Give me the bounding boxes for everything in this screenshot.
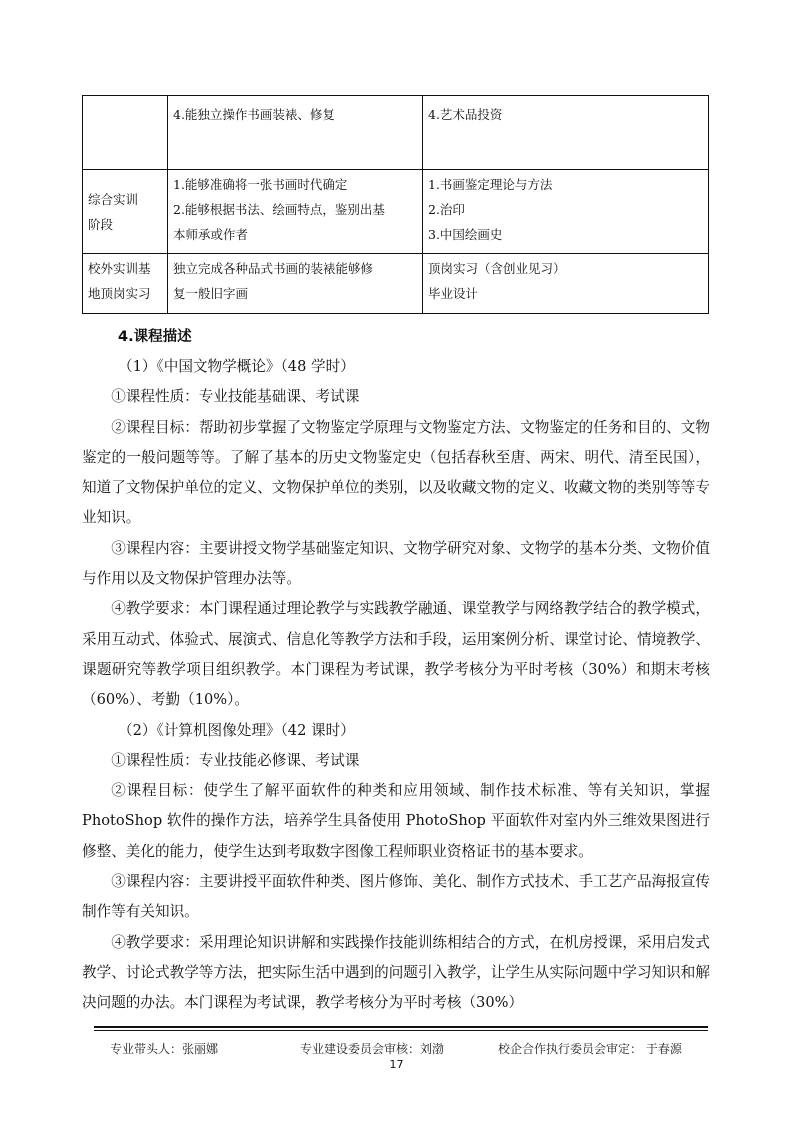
- course-objective: ②课程目标：帮助初步掌握了文物鉴定学原理与文物鉴定方法、文物鉴定的任务和目的、文物鉴定的一般问题等等。了解了基本的历史文物鉴定史（包括春秋至唐、两宋、明代、清至民国），知道了文物保护单位的定义、文物保护单位的类别，以及收藏文物的定义、收藏文物的类别等等专业知识。: [82, 418, 710, 527]
- cell-line: 1.书画鉴定理论与方法: [428, 177, 553, 192]
- footer-committee: 专业建设委员会审核：刘渤: [300, 1042, 445, 1056]
- table-row: [83, 254, 709, 314]
- cell-line: 1.能够准确将一张书画时代确定: [173, 177, 348, 192]
- cell-line: 地顶岗实习: [88, 286, 151, 301]
- footer-divider: [94, 1026, 708, 1028]
- cell-line: 顶岗实习（含创业见习）: [428, 261, 566, 276]
- skills-cell: [168, 170, 423, 254]
- course-requirement: ④教学要求：本门课程通过理论教学与实践教学融通、课堂教学与网络教学结合的教学模式，采用互动式、体验式、展演式、信息化等教学方法和手段，运用案例分析、课堂讨论、情境教学、课题研究等教学项目组织教学。本门课程为考试课，教学考核分为平时考核（30%）和期末考核（60%）、考勤（10%）。: [82, 600, 710, 709]
- training-plan-table: [82, 95, 709, 314]
- course-content: ③课程内容：主要讲授平面软件种类、图片修饰、美化、制作方式技术、手工艺产品海报宣传制作等有关知识。: [82, 873, 710, 921]
- course-nature: ①课程性质：专业技能基础课、考试课: [111, 388, 360, 406]
- section-heading: 4.课程描述: [118, 329, 192, 345]
- courses-cell: [423, 170, 709, 254]
- footer-divider: [94, 1030, 708, 1031]
- cell-line: 综合实训: [88, 191, 139, 207]
- cell-line: 复一般旧字画: [173, 286, 249, 301]
- course-title: （2）《计算机图像处理》（42 课时）: [118, 721, 355, 739]
- skills-cell: [168, 96, 423, 170]
- table-row: [83, 96, 709, 170]
- cell-line: 3.中国绘画史: [428, 227, 503, 242]
- course-requirement: ④教学要求：采用理论知识讲解和实践操作技能训练相结合的方式，在机房授课，采用启发式教学、讨论式教学等方法，把实际生活中遇到的问题引入教学，让学生从实际问题中学习知识和解决问题的办法。本门课程为考试课，教学考核分为平时考核（30%）: [82, 933, 710, 1012]
- courses-cell: [423, 96, 709, 170]
- cell-line: 2.治印: [428, 202, 465, 217]
- cell-line: 校外实训基: [88, 261, 151, 276]
- skills-cell: [168, 254, 423, 314]
- cell-line: 阶段: [88, 216, 114, 232]
- stage-cell: [83, 170, 168, 254]
- stage-cell: [83, 254, 168, 314]
- table-row: [83, 170, 709, 254]
- cell-line: 4.能独立操作书画装裱、修复: [173, 107, 335, 122]
- stage-cell: [83, 96, 168, 170]
- page-number: 17: [389, 1058, 404, 1071]
- course-title: （1）《中国文物学概论》（48 学时）: [118, 358, 355, 375]
- course-nature: ①课程性质：专业技能必修课、考试课: [111, 751, 360, 769]
- course-description: [82, 322, 710, 1019]
- cell-line: 独立完成各种品式书画的装裱能够修: [173, 261, 374, 276]
- course-objective: ②课程目标：使学生了解平面软件的种类和应用领域、制作技术标准、等有关知识，掌握 PhotoShop 软件的操作方法，培养学生具备使用 PhotoShop 平面软件对室内外三维效果图进行修整、美化的能力，使学生达到考取数字图像工程师职业资格证书的基本要求。: [82, 782, 710, 860]
- cell-line: 4.艺术品投资: [428, 107, 503, 122]
- course-content: ③课程内容：主要讲授文物学基础鉴定知识、文物学研究对象、文物学的基本分类、文物价值与作用以及文物保护管理办法等。: [82, 539, 710, 588]
- courses-cell: [423, 254, 709, 314]
- cell-line: 毕业设计: [428, 286, 479, 301]
- cell-line: 本师承或作者: [173, 227, 249, 242]
- cell-line: 2.能够根据书法、绘画特点，鉴别出基: [173, 202, 385, 217]
- footer-leader: 专业带头人：张丽娜: [110, 1042, 219, 1056]
- footer-executive: 校企合作执行委员会审定： 于春源: [498, 1042, 682, 1056]
